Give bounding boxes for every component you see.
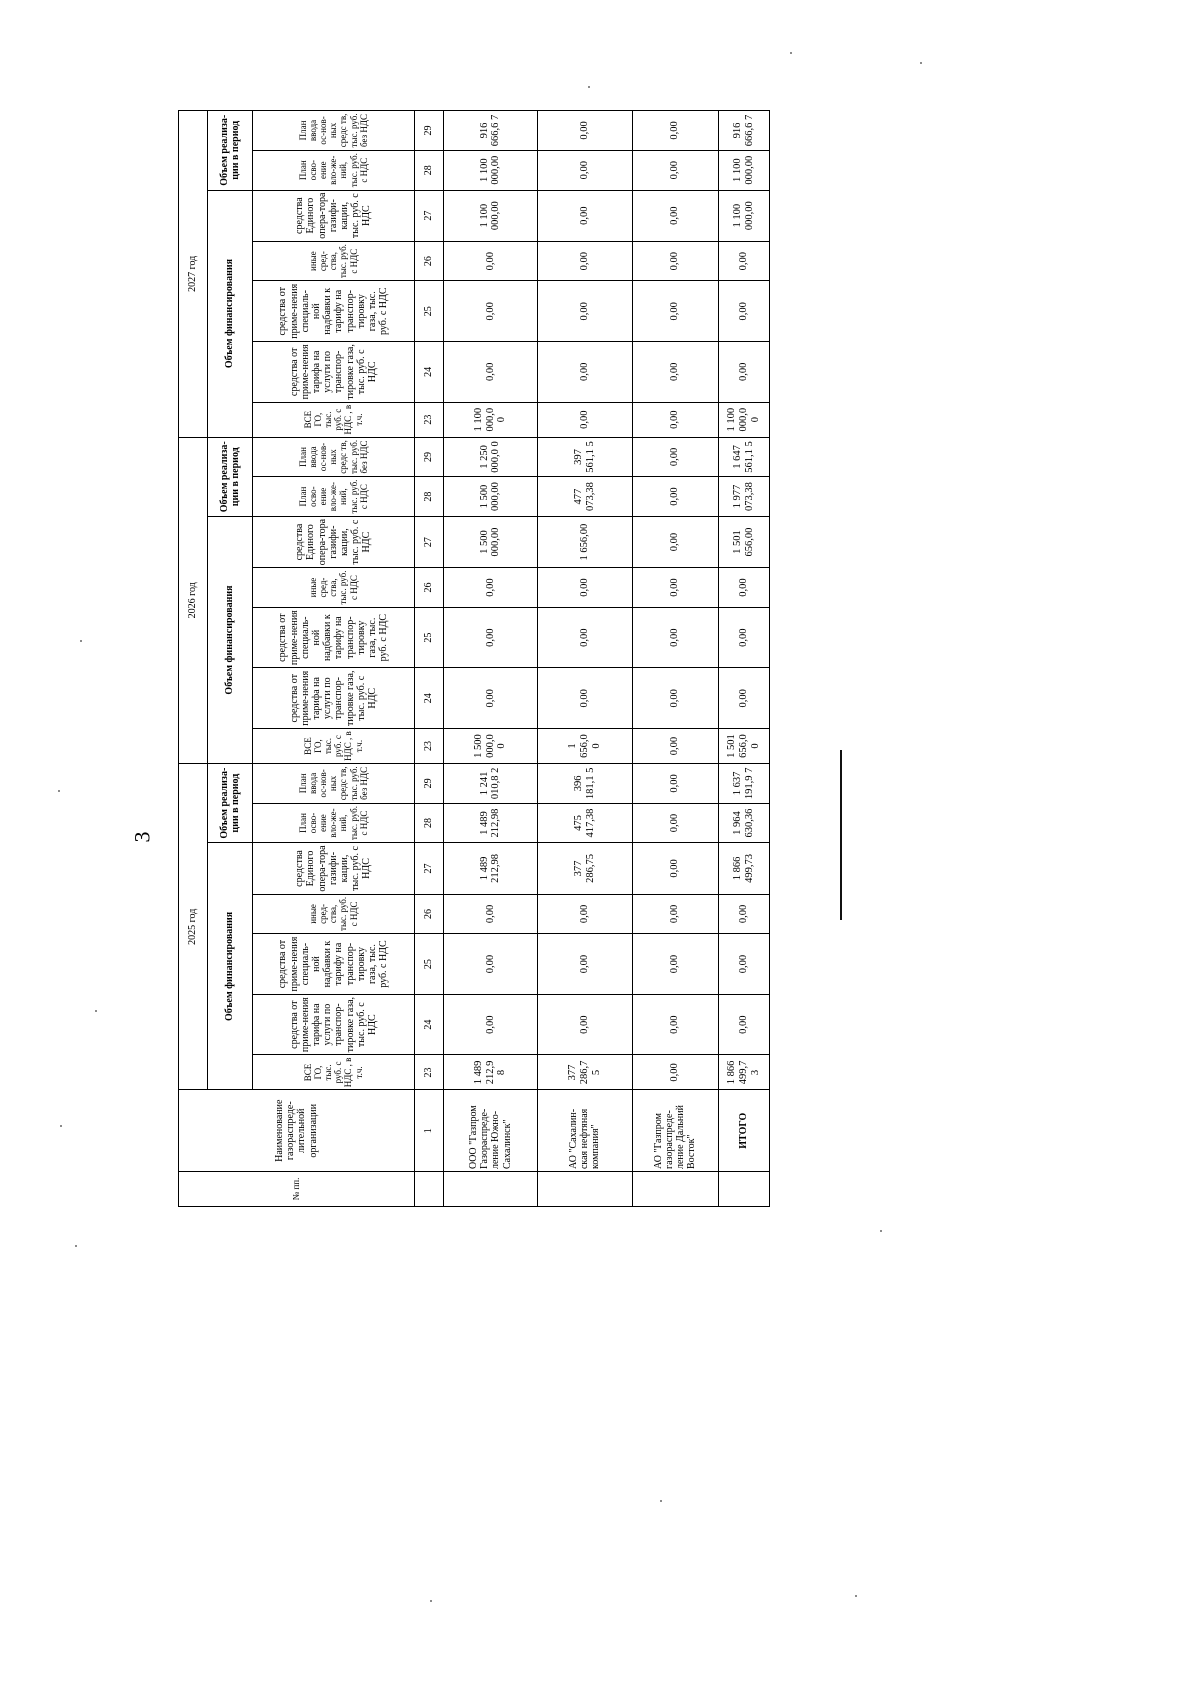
value-cell: 0,00	[443, 568, 537, 608]
value-cell: 0,00	[718, 241, 769, 281]
col-num: 23	[414, 1055, 443, 1090]
value-cell: 477 073,38	[538, 477, 632, 517]
value-cell: 0,00	[632, 437, 718, 477]
header-financing-2025: Объем финансирования	[207, 843, 252, 1090]
value-cell: 0,00	[632, 477, 718, 517]
col-num: 25	[414, 281, 443, 342]
value-cell: 1 866 499,73	[718, 843, 769, 894]
value-cell: 0,00	[632, 241, 718, 281]
value-cell: 0,00	[718, 342, 769, 403]
value-cell: 916 666,6 7	[718, 111, 769, 151]
col-num: 26	[414, 894, 443, 934]
value-cell: 1 100 000,0 0	[443, 402, 537, 437]
subheader-plan-commissioning: План ввода ос-нов-ных средс тв, тыс. руб. без НДС	[252, 764, 414, 804]
value-cell: 377 286,7 5	[538, 1055, 632, 1090]
value-cell: 0,00	[443, 342, 537, 403]
value-cell: 0,00	[538, 568, 632, 608]
value-cell: 0,00	[443, 607, 537, 668]
col-num: 25	[414, 607, 443, 668]
col-num: 29	[414, 437, 443, 477]
col-num: 29	[414, 111, 443, 151]
header-year-2025: 2025 год	[179, 764, 208, 1090]
financing-table	[178, 110, 770, 1207]
value-cell: 0,00	[718, 568, 769, 608]
col-num: 1	[414, 1090, 443, 1172]
value-cell: 0,00	[538, 111, 632, 151]
value-cell: 0,00	[718, 934, 769, 995]
value-cell: 1 977 073,38	[718, 477, 769, 517]
value-cell: 1 656,00	[538, 516, 632, 567]
col-num: 24	[414, 668, 443, 729]
header-no: № пп.	[179, 1172, 415, 1207]
value-cell: 0,00	[632, 1055, 718, 1090]
subheader-total: ВСЕ ГО, тыс. руб. с НДС , в т.ч.	[252, 729, 414, 764]
value-cell: 1 501 656,0 0	[718, 729, 769, 764]
value-cell: 0,00	[632, 568, 718, 608]
value-cell: 0,00	[718, 668, 769, 729]
subheader-operator: средства Единого опера-тора газифи-кации, тыс. руб. с НДС	[252, 843, 414, 894]
value-cell: 1 500 000,00	[443, 477, 537, 517]
value-cell: 0,00	[718, 281, 769, 342]
value-cell: 0,00	[632, 764, 718, 804]
value-cell: 0,00	[632, 934, 718, 995]
row-number-cell	[718, 1172, 769, 1207]
total-row	[718, 111, 769, 1207]
value-cell: 1 100 000,00	[443, 150, 537, 190]
subheader-plan-commissioning: План ввода ос-нов-ных средс тв, тыс. руб. без НДС	[252, 111, 414, 151]
subheader-plan-development: План осво-ение вло-же-ний, тыс. руб. с НДС	[252, 477, 414, 517]
value-cell: 0,00	[538, 281, 632, 342]
header-realization-2025: Объем реализа-ции в период	[207, 764, 252, 843]
subheader-surcharge: средства от приме-нения специаль-ной надбавки к тарифу на транспор-тировку газа, тыс. руб. с НДС	[252, 281, 414, 342]
value-cell: 1 489 212,98	[443, 843, 537, 894]
value-cell: 0,00	[632, 516, 718, 567]
value-cell: 1 656,0 0	[538, 729, 632, 764]
col-num: 28	[414, 477, 443, 517]
rotated-table-wrapper	[178, 110, 770, 1207]
header-row-groups	[207, 111, 252, 1207]
header-row-years	[179, 111, 208, 1207]
row-number-cell	[538, 1172, 632, 1207]
value-cell: 1 647 561,1 5	[718, 437, 769, 477]
org-name-cell: АО "Газпром газораспреде-ление Дальний Восток"	[632, 1090, 718, 1172]
divider-line	[840, 750, 842, 920]
value-cell: 1 100 000,0 0	[718, 402, 769, 437]
col-num: 29	[414, 764, 443, 804]
value-cell: 0,00	[538, 934, 632, 995]
value-cell: 0,00	[538, 241, 632, 281]
value-cell: 0,00	[538, 607, 632, 668]
subheader-other: иные сред-ства, тыс. руб. с НДС	[252, 894, 414, 934]
col-num-empty	[414, 1172, 443, 1207]
value-cell: 1 250 000,0 0	[443, 437, 537, 477]
value-cell: 0,00	[443, 281, 537, 342]
header-year-2026: 2026 год	[179, 437, 208, 763]
col-num: 27	[414, 843, 443, 894]
col-num: 25	[414, 934, 443, 995]
value-cell: 1 100 000,00	[443, 190, 537, 241]
value-cell: 0,00	[632, 150, 718, 190]
value-cell: 0,00	[443, 668, 537, 729]
org-name-cell: ИТОГО	[718, 1090, 769, 1172]
value-cell: 0,00	[632, 894, 718, 934]
header-financing-2026: Объем финансирования	[207, 516, 252, 763]
value-cell: 397 561,1 5	[538, 437, 632, 477]
header-org-name: Наименование газораспреде-лительной организации	[179, 1090, 415, 1172]
col-num: 24	[414, 342, 443, 403]
col-num: 27	[414, 516, 443, 567]
subheader-plan-development: План осво-ение вло-же-ний, тыс. руб. с НДС	[252, 150, 414, 190]
subheader-operator: средства Единого опера-тора газифи-кации, тыс. руб. с НДС	[252, 190, 414, 241]
row-number-cell	[632, 1172, 718, 1207]
data-rows	[443, 111, 769, 1207]
value-cell: 0,00	[632, 803, 718, 843]
value-cell: 1 100 000,00	[718, 150, 769, 190]
value-cell: 1 489 212,98	[443, 803, 537, 843]
col-num: 28	[414, 150, 443, 190]
subheader-total: ВСЕ ГО, тыс. руб. с НДС , в т.ч.	[252, 1055, 414, 1090]
value-cell: 0,00	[718, 894, 769, 934]
subheader-operator: средства Единого опера-тора газифи-кации, тыс. руб. с НДС	[252, 516, 414, 567]
subheader-surcharge: средства от приме-нения специаль-ной надбавки к тарифу на транспор-тировку газа, тыс. руб. с НДС	[252, 934, 414, 995]
subheader-tariff: средства от приме-нения тарифа на услуги по транспор-тировке газа, тыс. руб. с НДС	[252, 342, 414, 403]
value-cell: 0,00	[538, 150, 632, 190]
value-cell: 0,00	[632, 994, 718, 1055]
value-cell: 1 500 000,0 0	[443, 729, 537, 764]
row-number-cell	[443, 1172, 537, 1207]
value-cell: 1 501 656,00	[718, 516, 769, 567]
subheader-tariff: средства от приме-нения тарифа на услуги по транспор-тировке газа, тыс. руб. с НДС	[252, 668, 414, 729]
value-cell: 0,00	[632, 281, 718, 342]
col-num: 23	[414, 402, 443, 437]
value-cell: 0,00	[718, 607, 769, 668]
value-cell: 0,00	[443, 934, 537, 995]
value-cell: 0,00	[538, 190, 632, 241]
value-cell: 0,00	[538, 994, 632, 1055]
subheader-plan-commissioning: План ввода ос-нов-ных средс тв, тыс. руб. без НДС	[252, 437, 414, 477]
value-cell: 0,00	[632, 342, 718, 403]
subheader-other: иные сред-ства, тыс. руб. с НДС	[252, 568, 414, 608]
value-cell: 0,00	[718, 994, 769, 1055]
col-num: 23	[414, 729, 443, 764]
value-cell: 396 181,1 5	[538, 764, 632, 804]
subheader-other: иные сред-ства, тыс. руб. с НДС	[252, 241, 414, 281]
value-cell: 916 666,6 7	[443, 111, 537, 151]
subheader-total: ВСЕ ГО, тыс. руб. с НДС , в т.ч.	[252, 402, 414, 437]
value-cell: 377 286,75	[538, 843, 632, 894]
col-num: 28	[414, 803, 443, 843]
table-row	[632, 111, 718, 1207]
value-cell: 1 241 010,8 2	[443, 764, 537, 804]
subheader-surcharge: средства от приме-нения специаль-ной надбавки к тарифу на транспор-тировку газа, тыс. руб. с НДС	[252, 607, 414, 668]
value-cell: 0,00	[632, 843, 718, 894]
value-cell: 1 489 212,9 8	[443, 1055, 537, 1090]
header-realization-2027: Объем реализа-ции в период	[207, 111, 252, 191]
value-cell: 0,00	[632, 402, 718, 437]
header-realization-2026: Объем реализа-ции в период	[207, 437, 252, 516]
org-name-cell: ООО "Газпром Газораспреде-ление Южно-Сахалинск"	[443, 1090, 537, 1172]
subheader-tariff: средства от приме-нения тарифа на услуги по транспор-тировке газа, тыс. руб. с НДС	[252, 994, 414, 1055]
page-number: 3	[129, 831, 155, 843]
org-name-cell: АО "Сахалин-ская нефтяная компания"	[538, 1090, 632, 1172]
value-cell: 1 100 000,00	[718, 190, 769, 241]
value-cell: 0,00	[632, 607, 718, 668]
value-cell: 1 964 630,36	[718, 803, 769, 843]
col-num: 26	[414, 241, 443, 281]
value-cell: 0,00	[632, 111, 718, 151]
header-row-subcolumns	[252, 111, 414, 1207]
value-cell: 0,00	[538, 342, 632, 403]
value-cell: 0,00	[443, 241, 537, 281]
value-cell: 0,00	[538, 402, 632, 437]
value-cell: 0,00	[632, 729, 718, 764]
col-num: 24	[414, 994, 443, 1055]
col-num: 27	[414, 190, 443, 241]
header-financing-2027: Объем финансирования	[207, 190, 252, 437]
value-cell: 0,00	[632, 668, 718, 729]
table-row	[538, 111, 632, 1207]
column-number-row	[414, 111, 443, 1207]
col-num: 26	[414, 568, 443, 608]
value-cell: 0,00	[538, 894, 632, 934]
value-cell: 0,00	[632, 190, 718, 241]
subheader-plan-development: План осво-ение вло-же-ний, тыс. руб. с НДС	[252, 803, 414, 843]
table-row	[443, 111, 537, 1207]
value-cell: 0,00	[538, 668, 632, 729]
value-cell: 0,00	[443, 894, 537, 934]
header-year-2027: 2027 год	[179, 111, 208, 438]
value-cell: 1 637 191,9 7	[718, 764, 769, 804]
value-cell: 1 500 000,00	[443, 516, 537, 567]
value-cell: 475 417,38	[538, 803, 632, 843]
value-cell: 0,00	[443, 994, 537, 1055]
value-cell: 1 866 499,7 3	[718, 1055, 769, 1090]
